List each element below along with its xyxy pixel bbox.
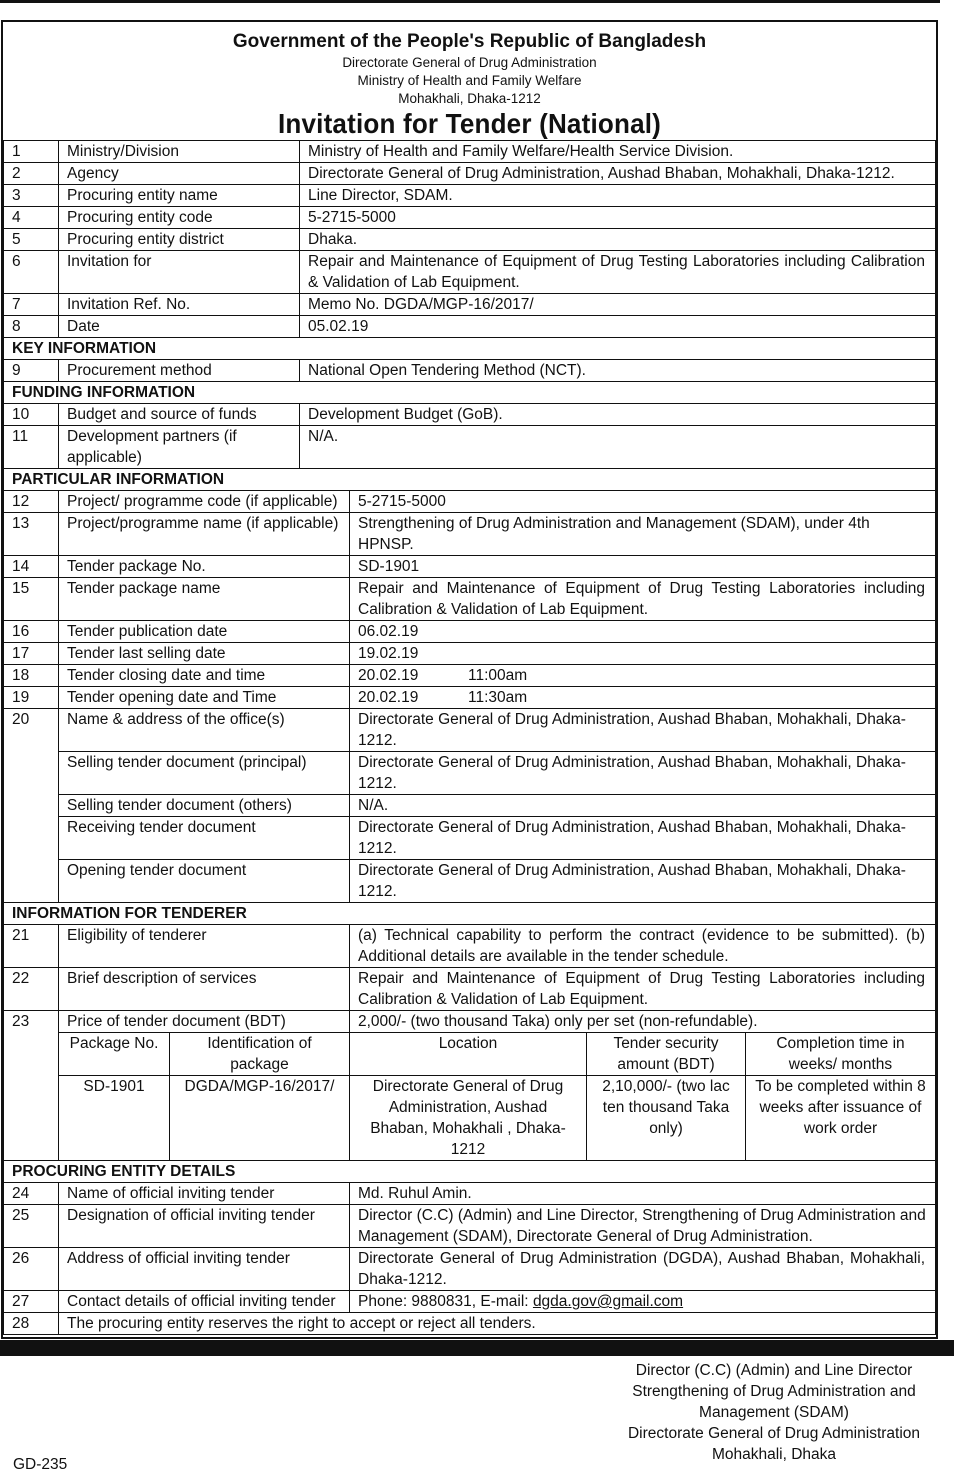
- row-value: [350, 665, 936, 687]
- table-row: [4, 163, 936, 185]
- row-label: Procuring entity code: [59, 207, 300, 229]
- row-value: 2,000/- (two thousand Taka) only per set (non-refundable).: [350, 1011, 936, 1033]
- row-number: 12: [4, 491, 59, 513]
- row-label: Tender package name: [59, 578, 350, 621]
- section-heading: [4, 382, 936, 404]
- table-row: [4, 578, 936, 621]
- tender-security-header: Tender security amount (BDT): [587, 1033, 746, 1076]
- row-number: 14: [4, 556, 59, 578]
- row-number: 21: [4, 925, 59, 968]
- row-label: Price of tender document (BDT): [59, 1011, 350, 1033]
- row-label: Tender last selling date: [59, 643, 350, 665]
- section-heading: [4, 1161, 936, 1183]
- table-row: [4, 185, 936, 207]
- row-label: Date: [59, 316, 300, 338]
- row-value: Directorate General of Drug Administration (DGDA), Aushad Bhaban, Mohakhali, Dhaka-1212.: [350, 1248, 936, 1291]
- table-row: [4, 1183, 936, 1205]
- row-value: Development Budget (GoB).: [300, 404, 936, 426]
- row-label: Procuring entity district: [59, 229, 300, 251]
- row-number: 1: [4, 141, 59, 163]
- directorate-name: Directorate General of Drug Administration: [342, 55, 597, 70]
- section-funding-information: FUNDING INFORMATION: [4, 382, 936, 404]
- row-label: Budget and source of funds: [59, 404, 300, 426]
- notice-title: Invitation for Tender (National): [277, 108, 662, 139]
- package-no-header: Package No.: [59, 1033, 170, 1076]
- table-row: [4, 860, 936, 903]
- row-label: Procurement method: [59, 360, 300, 382]
- row-value: 5-2715-5000: [350, 491, 936, 513]
- row-value: SD-1901: [350, 556, 936, 578]
- row-label: Designation of official inviting tender: [59, 1205, 350, 1248]
- signature-block: [603, 1339, 945, 1465]
- completion-time-cell: To be completed within 8 weeks after issuance of work order: [746, 1076, 936, 1161]
- table-row: [4, 621, 936, 643]
- row-value: Repair and Maintenance of Equipment of Drug Testing Laboratories including Calibration & Validation of Lab Equipment.: [350, 968, 936, 1011]
- row-value: [350, 687, 936, 709]
- contact-email-link[interactable]: dgda.gov@gmail.com: [532, 1293, 684, 1310]
- row-value: Directorate General of Drug Administration, Aushad Bhaban, Mohakhali, Dhaka-1212.: [350, 860, 936, 903]
- row-value: Directorate General of Drug Administration, Aushad Bhaban, Mohakhali, Dhaka-1212.: [350, 752, 936, 795]
- table-row: [4, 709, 936, 752]
- row-label: Brief description of services: [59, 968, 350, 1011]
- table-row: [4, 556, 936, 578]
- row-number: 7: [4, 294, 59, 316]
- table-row: [4, 1248, 936, 1291]
- row-label: Selling tender document (others): [59, 795, 350, 817]
- opening-date: 20.02.19: [358, 689, 419, 706]
- general-info-table: [3, 140, 936, 469]
- row-number: 9: [4, 360, 59, 382]
- signatory-designation: Director (C.C) (Admin) and Line Director: [635, 1362, 913, 1379]
- signatory-office: Directorate General of Drug Administration: [627, 1425, 921, 1442]
- row-value: 06.02.19: [350, 621, 936, 643]
- row-label: Address of official inviting tender: [59, 1248, 350, 1291]
- row-label: Invitation Ref. No.: [59, 294, 300, 316]
- row-label: Tender package No.: [59, 556, 350, 578]
- table-row: [4, 207, 936, 229]
- row-label: Tender closing date and time: [59, 665, 350, 687]
- bottom-rule: [0, 1340, 954, 1356]
- location-cell: Directorate General of Drug Administration, Aushad Bhaban, Mohakhali , Dhaka-1212: [350, 1076, 587, 1161]
- row-label: Name of official inviting tender: [59, 1183, 350, 1205]
- row-label: Name & address of the office(s): [59, 709, 350, 752]
- row-number: 20: [4, 709, 59, 903]
- row-number: 5: [4, 229, 59, 251]
- row-value: Md. Ruhul Amin.: [350, 1183, 936, 1205]
- row-number: 27: [4, 1291, 59, 1313]
- contact-phone: Phone: 9880831, E-mail:: [358, 1293, 529, 1310]
- row-number: 10: [4, 404, 59, 426]
- row-label: Eligibility of tenderer: [59, 925, 350, 968]
- table-row: [4, 316, 936, 338]
- location-header: Location: [350, 1033, 587, 1076]
- table-row: [4, 1205, 936, 1248]
- section-information-for-tenderer: INFORMATION FOR TENDERER: [4, 903, 936, 925]
- table-row: [4, 1011, 936, 1033]
- row-label: Agency: [59, 163, 300, 185]
- table-row: [4, 1313, 936, 1335]
- table-row: [4, 643, 936, 665]
- row-number: 25: [4, 1205, 59, 1248]
- row-number: 13: [4, 513, 59, 556]
- table-row: [4, 360, 936, 382]
- table-row: [4, 404, 936, 426]
- table-row: [4, 141, 936, 163]
- table-row: [4, 817, 936, 860]
- signatory-location: Mohakhali, Dhaka: [711, 1446, 837, 1463]
- table-row: [4, 491, 936, 513]
- table-row: [4, 229, 936, 251]
- row-number: 16: [4, 621, 59, 643]
- table-row: [4, 752, 936, 795]
- row-label: Project/programme name (if applicable): [59, 513, 350, 556]
- identification-header: Identification of package: [170, 1033, 350, 1076]
- row-value: Directorate General of Drug Administration, Aushad Bhaban, Mohakhali, Dhaka-1212.: [350, 709, 936, 752]
- row-value: N/A.: [350, 795, 936, 817]
- table-row: [4, 426, 936, 469]
- row-number: 3: [4, 185, 59, 207]
- signature-area: [3, 1335, 936, 1478]
- ministry-name: Ministry of Health and Family Welfare: [357, 73, 582, 88]
- office-address: Mohakhali, Dhaka-1212: [398, 91, 541, 106]
- closing-time: 11:00am: [468, 667, 528, 684]
- government-name: Government of the People's Republic of Bangladesh: [232, 31, 707, 52]
- section-heading: [4, 903, 936, 925]
- row-label: Tender publication date: [59, 621, 350, 643]
- package-header-row: [4, 1033, 936, 1076]
- row-value: Ministry of Health and Family Welfare/Health Service Division.: [300, 141, 936, 163]
- row-number: 17: [4, 643, 59, 665]
- particular-info-table: [3, 468, 936, 1335]
- row-value: (a) Technical capability to perform the contract (evidence to be submitted). (b) Additional details are available in the tender schedule.: [350, 925, 936, 968]
- row-value: Memo No. DGDA/MGP-16/2017/: [300, 294, 936, 316]
- row-number: 4: [4, 207, 59, 229]
- row-label: Ministry/Division: [59, 141, 300, 163]
- row-label: Contact details of official inviting tender: [59, 1291, 350, 1313]
- row-value: Director (C.C) (Admin) and Line Director, Strengthening of Drug Administration and Management (SDAM), Directorate General of Drug Administration.: [350, 1205, 936, 1248]
- row-value: Dhaka.: [300, 229, 936, 251]
- table-row: [4, 687, 936, 709]
- table-row: [4, 665, 936, 687]
- package-no-cell: SD-1901: [59, 1076, 170, 1161]
- row-number: 8: [4, 316, 59, 338]
- row-label: Invitation for: [59, 251, 300, 294]
- row-number: 19: [4, 687, 59, 709]
- table-row: [4, 925, 936, 968]
- row-number: 2: [4, 163, 59, 185]
- row-value: 05.02.19: [300, 316, 936, 338]
- gd-code: GD-235: [13, 1456, 68, 1473]
- table-row: [4, 251, 936, 294]
- section-particular-information: PARTICULAR INFORMATION: [4, 469, 936, 491]
- notice-header: [3, 22, 936, 140]
- package-data-row: [4, 1076, 936, 1161]
- top-rule: [0, 0, 940, 3]
- opening-time: 11:30am: [468, 689, 528, 706]
- reservation-statement: The procuring entity reserves the right to accept or reject all tenders.: [59, 1313, 936, 1335]
- row-number: 15: [4, 578, 59, 621]
- row-value: Line Director, SDAM.: [300, 185, 936, 207]
- row-value: Directorate General of Drug Administration, Aushad Bhaban, Mohakhali, Dhaka-1212.: [350, 817, 936, 860]
- completion-time-header: Completion time in weeks/ months: [746, 1033, 936, 1076]
- row-label: Tender opening date and Time: [59, 687, 350, 709]
- identification-cell: DGDA/MGP-16/2017/: [170, 1076, 350, 1161]
- table-row: [4, 968, 936, 1011]
- row-number: 24: [4, 1183, 59, 1205]
- row-label: Procuring entity name: [59, 185, 300, 207]
- row-number: 18: [4, 665, 59, 687]
- table-row: [4, 513, 936, 556]
- tender-security-cell: 2,10,000/- (two lac ten thousand Taka only): [587, 1076, 746, 1161]
- row-label: Development partners (if applicable): [59, 426, 300, 469]
- row-number: 26: [4, 1248, 59, 1291]
- section-heading: [4, 469, 936, 491]
- row-value: N/A.: [300, 426, 936, 469]
- row-value: 19.02.19: [350, 643, 936, 665]
- row-value: Strengthening of Drug Administration and Management (SDAM), under 4th HPNSP.: [350, 513, 936, 556]
- table-row: [4, 294, 936, 316]
- signatory-project-line2: Management (SDAM): [699, 1404, 849, 1421]
- section-key-information: KEY INFORMATION: [4, 338, 936, 360]
- row-value: Directorate General of Drug Administration, Aushad Bhaban, Mohakhali, Dhaka-1212.: [300, 163, 936, 185]
- row-value: Repair and Maintenance of Equipment of Drug Testing Laboratories including Calibration & Validation of Lab Equipment.: [350, 578, 936, 621]
- closing-date: 20.02.19: [358, 667, 419, 684]
- section-procuring-entity-details: PROCURING ENTITY DETAILS: [4, 1161, 936, 1183]
- table-row: [4, 795, 936, 817]
- row-number: 23: [4, 1011, 59, 1161]
- row-label: Receiving tender document: [59, 817, 350, 860]
- row-value: 5-2715-5000: [300, 207, 936, 229]
- row-value: [350, 1291, 936, 1313]
- row-label: Selling tender document (principal): [59, 752, 350, 795]
- row-number: 28: [4, 1313, 59, 1335]
- table-row: [4, 1291, 936, 1313]
- row-label: Opening tender document: [59, 860, 350, 903]
- row-value: Repair and Maintenance of Equipment of Drug Testing Laboratories including Calibration & Validation of Lab Equipment.: [300, 251, 936, 294]
- tender-notice: [1, 20, 938, 1473]
- row-number: 6: [4, 251, 59, 294]
- signatory-project-line1: Strengthening of Drug Administration and: [632, 1383, 916, 1400]
- row-number: 22: [4, 968, 59, 1011]
- section-heading: [4, 338, 936, 360]
- row-label: Project/ programme code (if applicable): [59, 491, 350, 513]
- row-value: National Open Tendering Method (NCT).: [300, 360, 936, 382]
- row-number: 11: [4, 426, 59, 469]
